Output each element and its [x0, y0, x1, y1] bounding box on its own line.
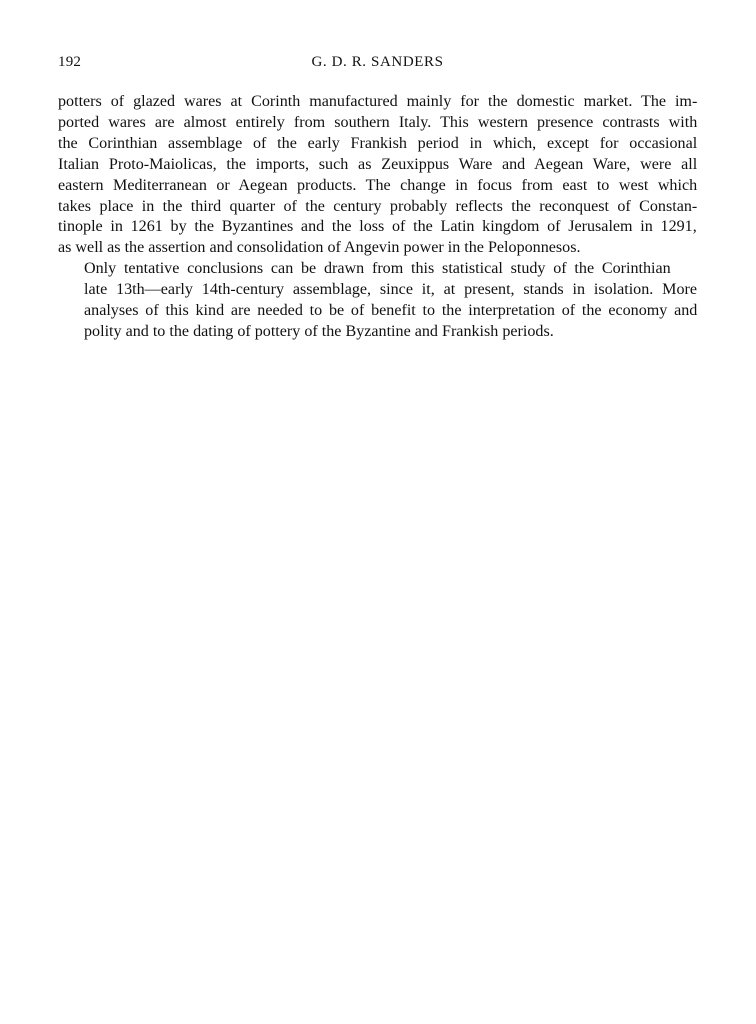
- text-line: ported wares are almost entirely from southern Italy. This western presence contrasts with: [58, 113, 698, 131]
- paragraph-2: [58, 259, 697, 343]
- text-line: takes place in the third quarter of the century probably reflects the reconquest of Constan-: [58, 197, 698, 215]
- page: [58, 54, 697, 343]
- page-number: 192: [58, 54, 82, 70]
- text-line: late 13th—early 14th-century assemblage, since it, at present, stands in isolation. More: [84, 281, 698, 299]
- text-line: analyses of this kind are needed to be of benefit to the interpretation of the economy and: [84, 302, 698, 320]
- text-line: Only tentative conclusions can be drawn from this statistical study of the Corinthian: [84, 260, 671, 278]
- text-line: polity and to the dating of pottery of the Byzantine and Frankish periods.: [84, 322, 554, 340]
- running-title: G. D. R. SANDERS: [311, 54, 444, 70]
- text-line: potters of glazed wares at Corinth manufactured mainly for the domestic market. The im-: [58, 93, 698, 110]
- running-head: [58, 54, 697, 76]
- text-line: the Corinthian assemblage of the early Frankish period in which, except for occasional: [58, 134, 698, 152]
- text-line: eastern Mediterranean or Aegean products. The change in focus from east to west which: [58, 176, 698, 194]
- body-text: [58, 92, 697, 343]
- text-line: Italian Proto-Maiolicas, the imports, such as Zeuxippus Ware and Aegean Ware, were all: [58, 155, 698, 173]
- paragraph-1: [58, 92, 697, 259]
- text-line: as well as the assertion and consolidation of Angevin power in the Peloponnesos.: [58, 239, 581, 257]
- text-line: tinople in 1261 by the Byzantines and the loss of the Latin kingdom of Jerusalem in 1291,: [58, 218, 697, 236]
